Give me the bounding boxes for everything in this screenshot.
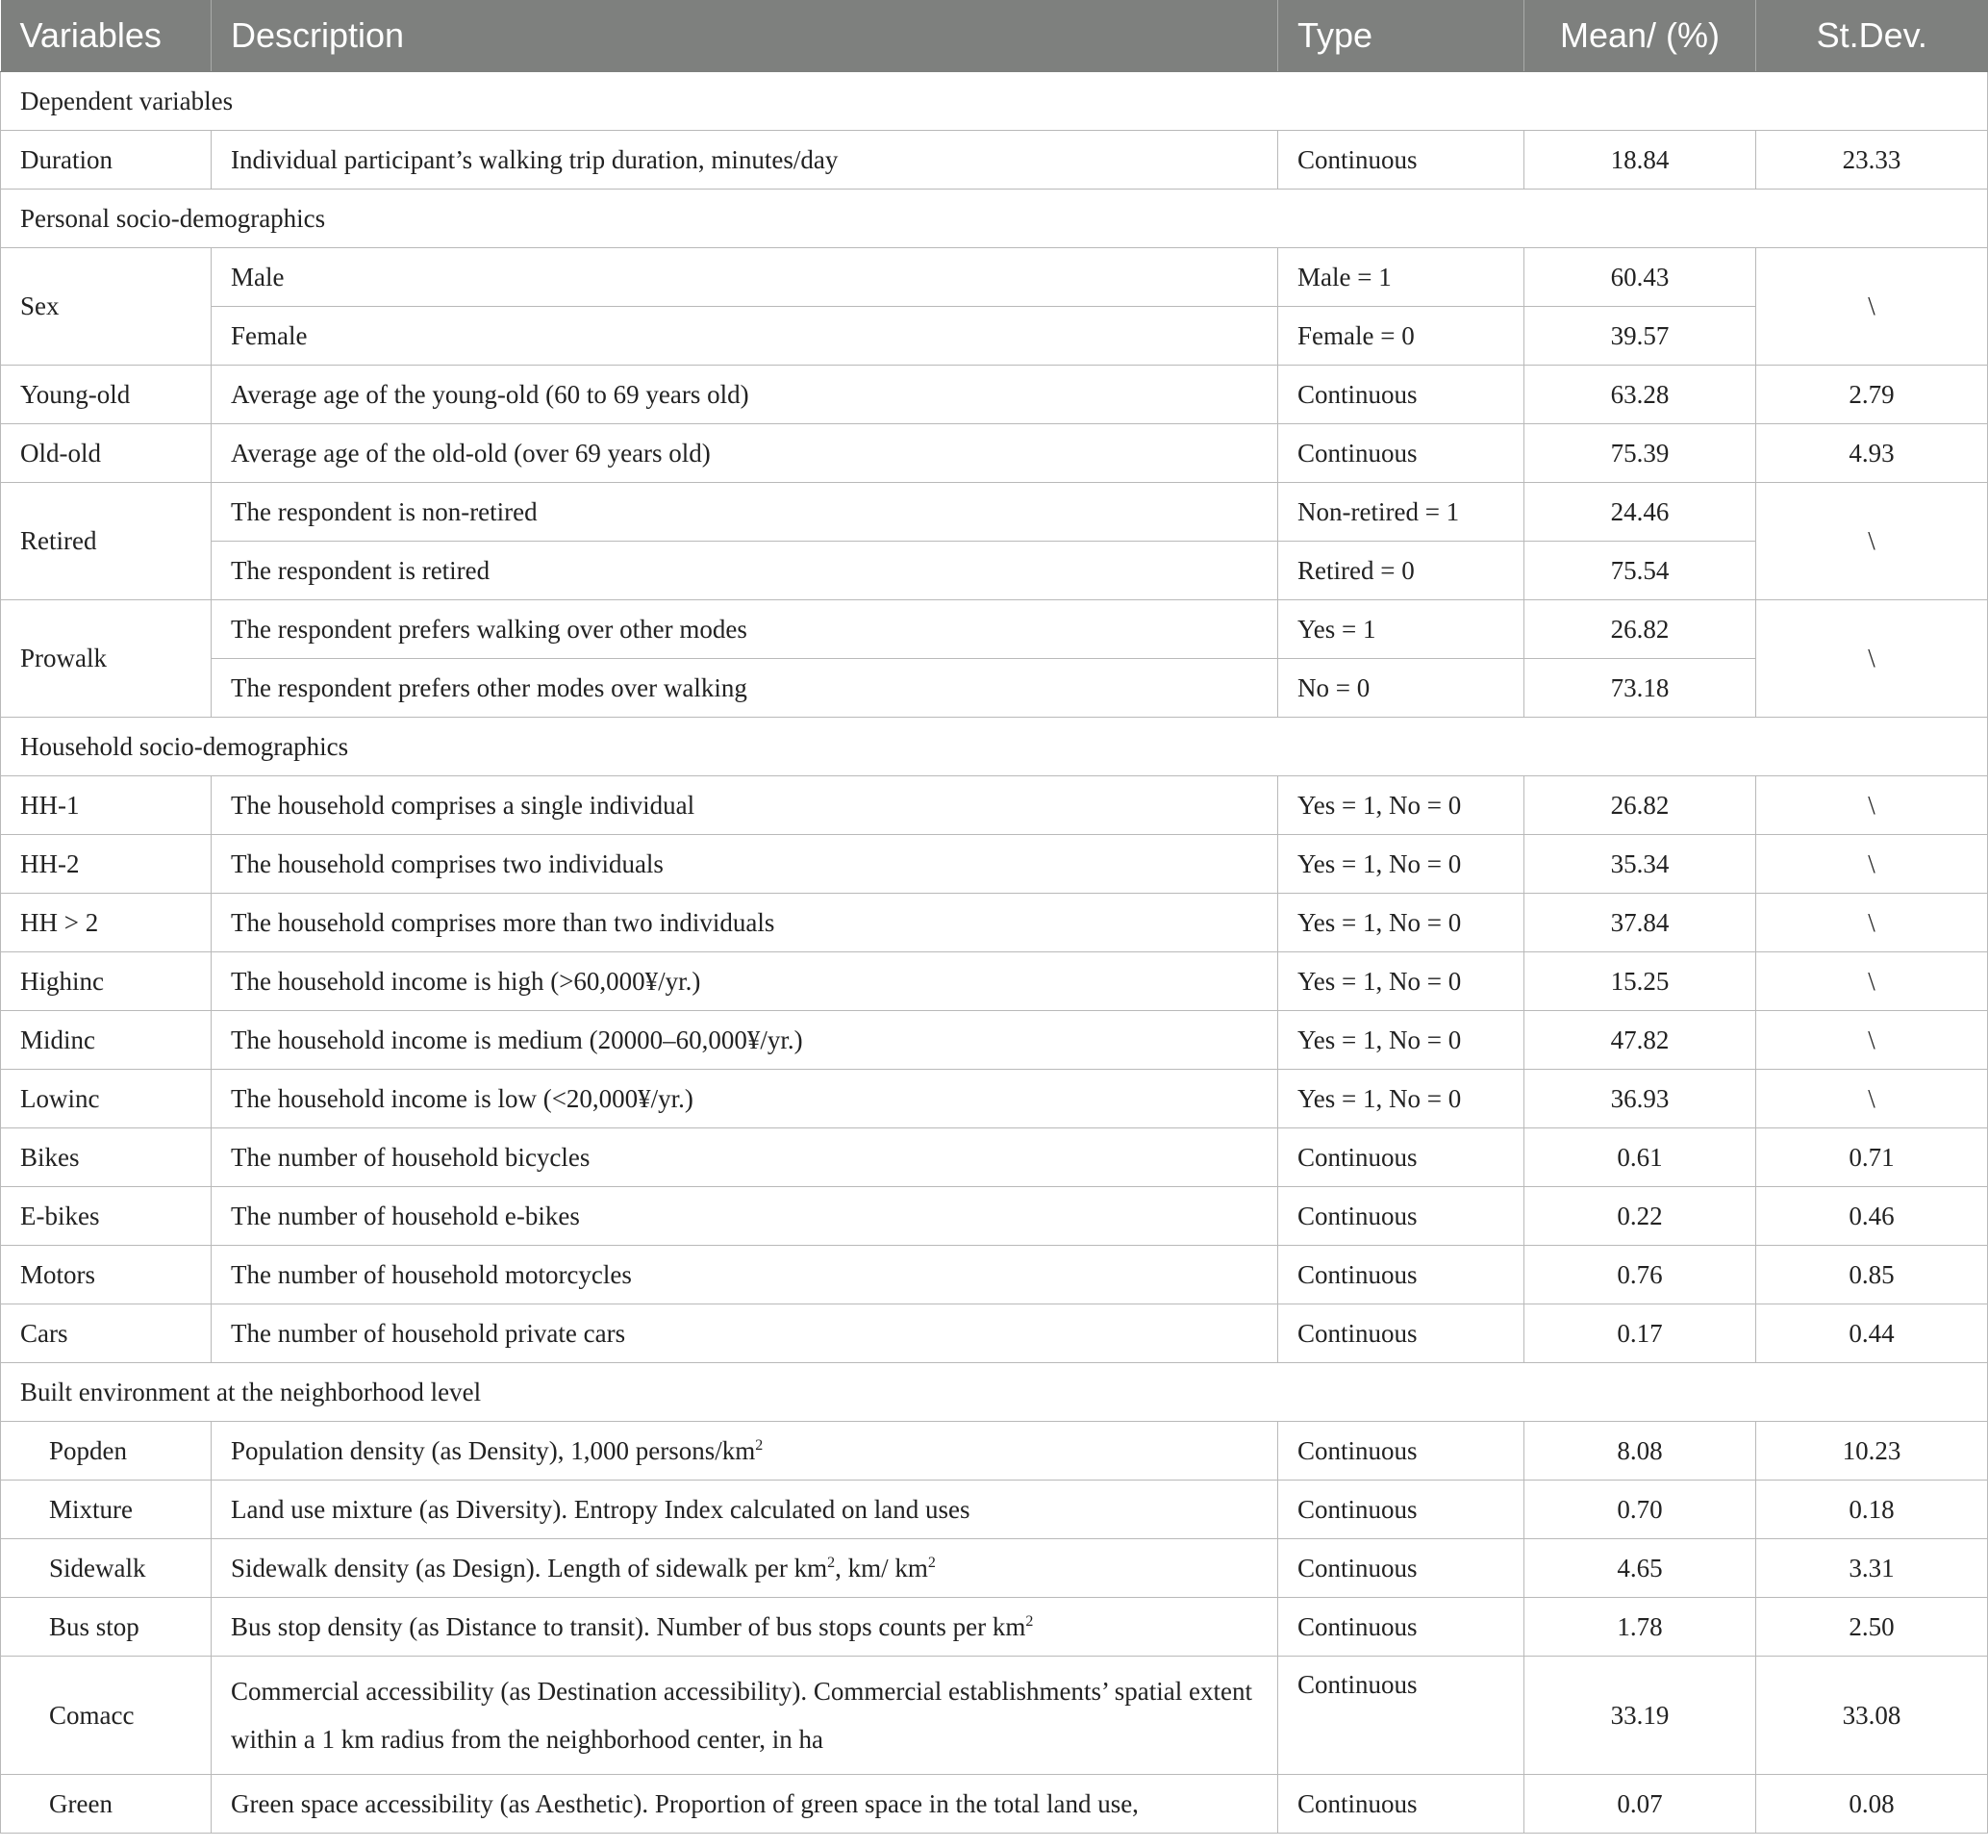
type-cell: Yes = 1, No = 0 — [1278, 776, 1524, 835]
var-cell: HH > 2 — [1, 894, 212, 952]
type-cell: Continuous — [1278, 366, 1524, 424]
table-row — [1, 835, 1988, 894]
desc-cell: The respondent is retired — [212, 542, 1278, 600]
mean-cell: 36.93 — [1524, 1070, 1756, 1128]
sd-cell: \ — [1756, 952, 1988, 1011]
mean-cell: 47.82 — [1524, 1011, 1756, 1070]
header-description: Description — [212, 0, 1278, 72]
var-cell: Retired — [1, 483, 212, 600]
superscript: 2 — [827, 1554, 836, 1571]
sd-cell: 0.18 — [1756, 1481, 1988, 1539]
mean-cell: 24.46 — [1524, 483, 1756, 542]
table-row — [1, 131, 1988, 190]
type-cell: Continuous — [1278, 1481, 1524, 1539]
table-row — [1, 483, 1988, 542]
sd-cell: \ — [1756, 248, 1988, 366]
mean-cell: 26.82 — [1524, 600, 1756, 659]
type-cell: Continuous — [1278, 1657, 1524, 1775]
mean-cell: 35.34 — [1524, 835, 1756, 894]
desc-cell — [212, 1539, 1278, 1598]
table-row — [1, 1011, 1988, 1070]
sd-cell: \ — [1756, 483, 1988, 600]
header-row — [1, 0, 1988, 72]
var-cell: Comacc — [1, 1657, 212, 1775]
table-row — [1, 776, 1988, 835]
var-cell: Prowalk — [1, 600, 212, 718]
type-cell: Yes = 1, No = 0 — [1278, 1070, 1524, 1128]
sd-cell: \ — [1756, 835, 1988, 894]
table-row — [1, 1187, 1988, 1246]
desc-cell — [212, 1422, 1278, 1481]
sd-cell: \ — [1756, 1011, 1988, 1070]
desc-cell — [212, 1598, 1278, 1657]
desc-text: Bus stop density (as Distance to transit). Number of bus stops counts per km — [231, 1611, 1026, 1641]
table-row — [1, 1775, 1988, 1834]
table-row — [1, 307, 1988, 366]
type-cell: Continuous — [1278, 1304, 1524, 1363]
desc-cell: The respondent prefers walking over other modes — [212, 600, 1278, 659]
mean-cell: 75.54 — [1524, 542, 1756, 600]
type-cell: Continuous — [1278, 1539, 1524, 1598]
desc-cell: The number of household e-bikes — [212, 1187, 1278, 1246]
type-cell: Male = 1 — [1278, 248, 1524, 307]
sd-cell: \ — [1756, 776, 1988, 835]
type-cell: Continuous — [1278, 1775, 1524, 1834]
desc-text: Sidewalk density (as Design). Length of sidewalk per km — [231, 1553, 828, 1582]
sd-cell: 33.08 — [1756, 1657, 1988, 1775]
desc-cell: The household income is low (<20,000¥/yr.) — [212, 1070, 1278, 1128]
desc-cell: The number of household private cars — [212, 1304, 1278, 1363]
var-cell: Duration — [1, 131, 212, 190]
desc-cell: Land use mixture (as Diversity). Entropy Index calculated on land uses — [212, 1481, 1278, 1539]
table-row — [1, 1070, 1988, 1128]
type-cell: Continuous — [1278, 131, 1524, 190]
mean-cell: 37.84 — [1524, 894, 1756, 952]
sd-cell: 2.79 — [1756, 366, 1988, 424]
section-personal: Personal socio-demographics — [1, 190, 1988, 248]
desc-cell: Male — [212, 248, 1278, 307]
var-cell: HH-2 — [1, 835, 212, 894]
type-cell: Continuous — [1278, 1128, 1524, 1187]
table-row — [1, 1539, 1988, 1598]
desc-text: , km/ km — [835, 1553, 928, 1582]
desc-cell: Green space accessibility (as Aesthetic). Proportion of green space in the total land use, — [212, 1775, 1278, 1834]
type-cell: Continuous — [1278, 1422, 1524, 1481]
header-stdev: St.Dev. — [1756, 0, 1988, 72]
sd-cell: 3.31 — [1756, 1539, 1988, 1598]
table-row — [1, 1598, 1988, 1657]
sd-cell: 23.33 — [1756, 131, 1988, 190]
type-cell: Retired = 0 — [1278, 542, 1524, 600]
sd-cell: 0.44 — [1756, 1304, 1988, 1363]
header-variables: Variables — [1, 0, 212, 72]
table-row — [1, 1422, 1988, 1481]
mean-cell: 39.57 — [1524, 307, 1756, 366]
desc-cell: The respondent prefers other modes over walking — [212, 659, 1278, 718]
section-built-environment: Built environment at the neighborhood level — [1, 1363, 1988, 1422]
section-row — [1, 190, 1988, 248]
section-row — [1, 1363, 1988, 1422]
mean-cell: 75.39 — [1524, 424, 1756, 483]
var-cell: Lowinc — [1, 1070, 212, 1128]
type-cell: Continuous — [1278, 1246, 1524, 1304]
var-cell: Midinc — [1, 1011, 212, 1070]
mean-cell: 4.65 — [1524, 1539, 1756, 1598]
type-cell: Female = 0 — [1278, 307, 1524, 366]
var-cell: Green — [1, 1775, 212, 1834]
desc-cell: The household comprises two individuals — [212, 835, 1278, 894]
sd-cell: 4.93 — [1756, 424, 1988, 483]
type-cell: Continuous — [1278, 424, 1524, 483]
type-cell: Continuous — [1278, 1187, 1524, 1246]
desc-cell: Female — [212, 307, 1278, 366]
var-cell: Motors — [1, 1246, 212, 1304]
var-cell: E-bikes — [1, 1187, 212, 1246]
mean-cell: 60.43 — [1524, 248, 1756, 307]
header-type: Type — [1278, 0, 1524, 72]
var-cell: Bus stop — [1, 1598, 212, 1657]
table-row — [1, 1304, 1988, 1363]
mean-cell: 0.70 — [1524, 1481, 1756, 1539]
superscript: 2 — [755, 1436, 764, 1454]
mean-cell: 63.28 — [1524, 366, 1756, 424]
table-row — [1, 894, 1988, 952]
var-cell: Old-old — [1, 424, 212, 483]
mean-cell: 15.25 — [1524, 952, 1756, 1011]
table-row — [1, 600, 1988, 659]
desc-cell: The number of household bicycles — [212, 1128, 1278, 1187]
desc-cell: The household income is high (>60,000¥/yr.) — [212, 952, 1278, 1011]
desc-cell: The household comprises more than two individuals — [212, 894, 1278, 952]
desc-cell: The household income is medium (20000–60,000¥/yr.) — [212, 1011, 1278, 1070]
var-cell: Cars — [1, 1304, 212, 1363]
sd-cell: \ — [1756, 600, 1988, 718]
table-row — [1, 659, 1988, 718]
var-cell: HH-1 — [1, 776, 212, 835]
desc-cell: Average age of the young-old (60 to 69 years old) — [212, 366, 1278, 424]
mean-cell: 0.76 — [1524, 1246, 1756, 1304]
type-cell: Yes = 1 — [1278, 600, 1524, 659]
mean-cell: 0.17 — [1524, 1304, 1756, 1363]
desc-cell: The respondent is non-retired — [212, 483, 1278, 542]
desc-text: Population density (as Density), 1,000 persons/km — [231, 1435, 756, 1465]
desc-cell: The household comprises a single individual — [212, 776, 1278, 835]
table-row — [1, 1481, 1988, 1539]
sd-cell: 0.85 — [1756, 1246, 1988, 1304]
section-dependent: Dependent variables — [1, 72, 1988, 131]
table-row — [1, 366, 1988, 424]
var-cell: Sidewalk — [1, 1539, 212, 1598]
desc-cell: Commercial accessibility (as Destination accessibility). Commercial establishments’ spatial extent within a 1 km radius from the neighborhood center, in ha — [212, 1657, 1278, 1775]
sd-cell: 0.71 — [1756, 1128, 1988, 1187]
sd-cell: \ — [1756, 1070, 1988, 1128]
type-cell: Yes = 1, No = 0 — [1278, 835, 1524, 894]
mean-cell: 73.18 — [1524, 659, 1756, 718]
table-row — [1, 424, 1988, 483]
sd-cell: 10.23 — [1756, 1422, 1988, 1481]
mean-cell: 26.82 — [1524, 776, 1756, 835]
type-cell: No = 0 — [1278, 659, 1524, 718]
section-household: Household socio-demographics — [1, 718, 1988, 776]
desc-cell: The number of household motorcycles — [212, 1246, 1278, 1304]
section-row — [1, 72, 1988, 131]
mean-cell: 0.61 — [1524, 1128, 1756, 1187]
sd-cell: 2.50 — [1756, 1598, 1988, 1657]
sd-cell: \ — [1756, 894, 1988, 952]
table-row — [1, 1246, 1988, 1304]
mean-cell: 0.22 — [1524, 1187, 1756, 1246]
table-row — [1, 1657, 1988, 1775]
var-cell: Young-old — [1, 366, 212, 424]
type-cell: Yes = 1, No = 0 — [1278, 952, 1524, 1011]
mean-cell: 8.08 — [1524, 1422, 1756, 1481]
mean-cell: 18.84 — [1524, 131, 1756, 190]
table-row — [1, 542, 1988, 600]
desc-cell: Individual participant’s walking trip duration, minutes/day — [212, 131, 1278, 190]
table-row — [1, 1128, 1988, 1187]
var-cell: Sex — [1, 248, 212, 366]
type-cell: Continuous — [1278, 1598, 1524, 1657]
var-cell: Popden — [1, 1422, 212, 1481]
type-cell: Non-retired = 1 — [1278, 483, 1524, 542]
type-cell: Yes = 1, No = 0 — [1278, 1011, 1524, 1070]
sd-cell: 0.46 — [1756, 1187, 1988, 1246]
sd-cell: 0.08 — [1756, 1775, 1988, 1834]
mean-cell: 0.07 — [1524, 1775, 1756, 1834]
section-row — [1, 718, 1988, 776]
table-row — [1, 248, 1988, 307]
table-row — [1, 952, 1988, 1011]
var-cell: Bikes — [1, 1128, 212, 1187]
type-cell: Yes = 1, No = 0 — [1278, 894, 1524, 952]
mean-cell: 1.78 — [1524, 1598, 1756, 1657]
superscript: 2 — [927, 1554, 936, 1571]
mean-cell: 33.19 — [1524, 1657, 1756, 1775]
var-cell: Mixture — [1, 1481, 212, 1539]
var-cell: Highinc — [1, 952, 212, 1011]
desc-cell: Average age of the old-old (over 69 years old) — [212, 424, 1278, 483]
superscript: 2 — [1025, 1612, 1034, 1630]
header-mean: Mean/ (%) — [1524, 0, 1756, 72]
